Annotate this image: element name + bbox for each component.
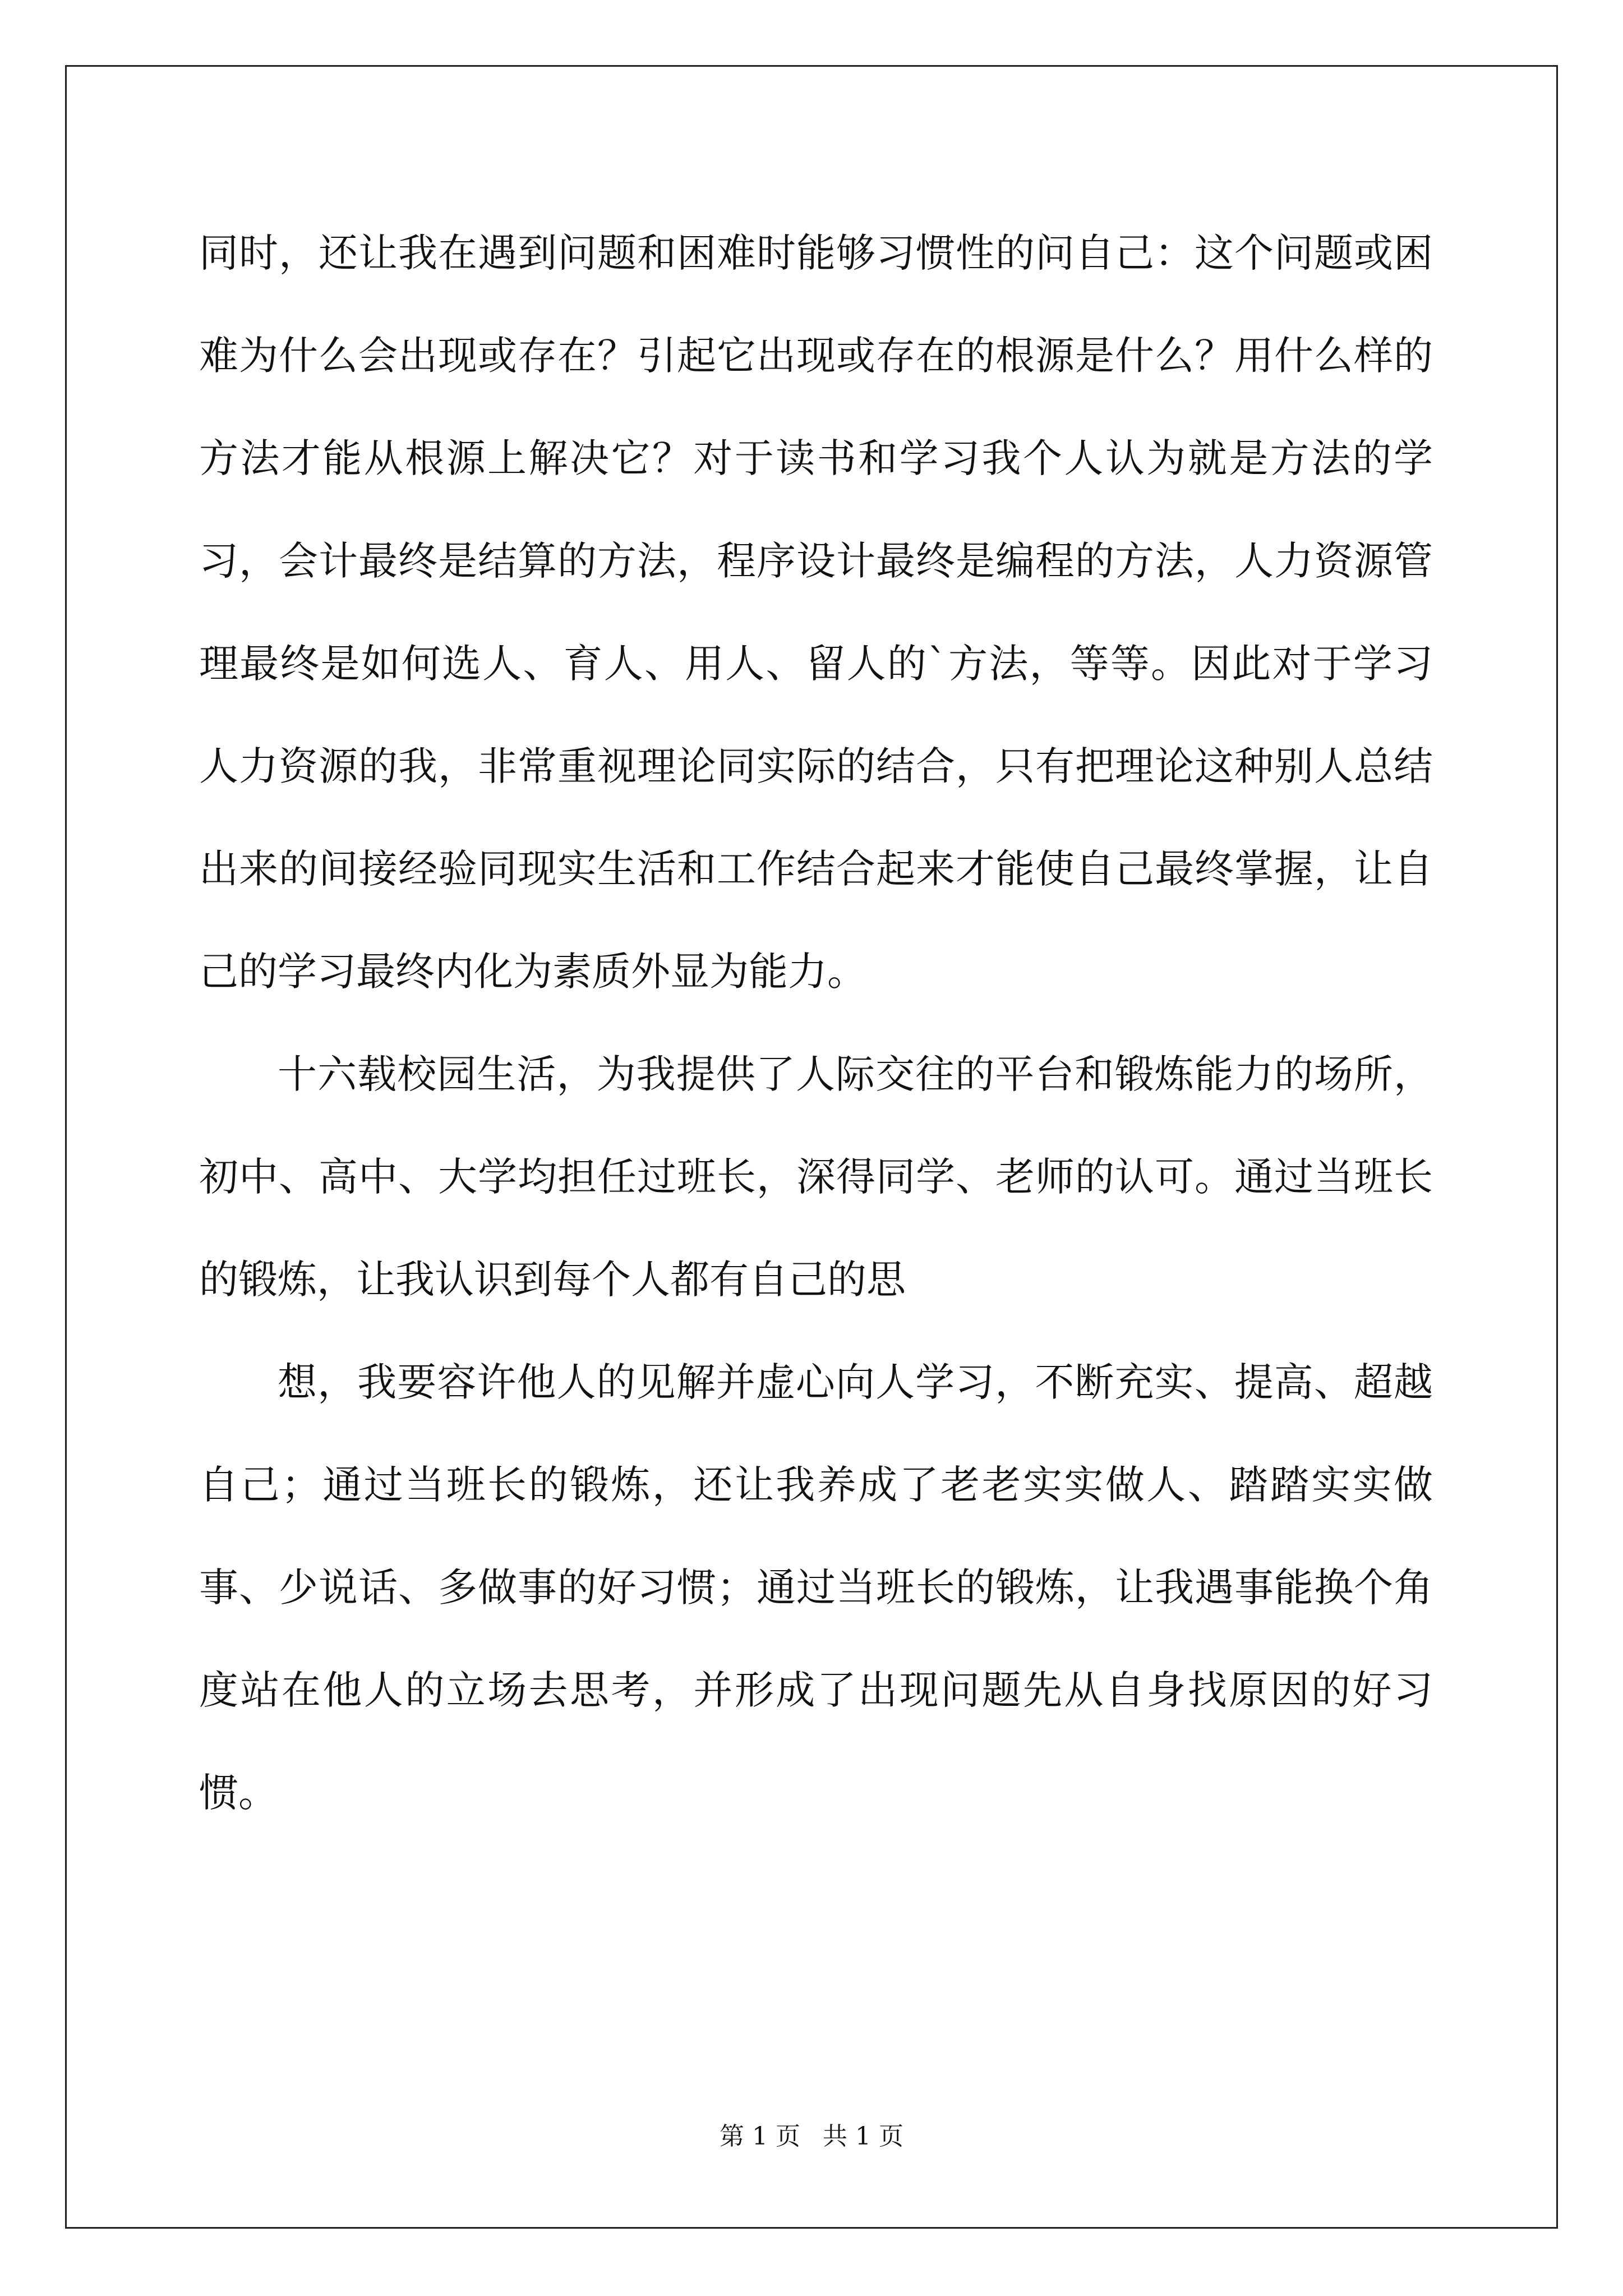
page-number: 第 1 页: [720, 2122, 800, 2151]
paragraph-1: 同时，还让我在遇到问题和困难时能够习惯性的问自己：这个问题或困难为什么会出现或存在？引起它出现或存在的根源是什么？用什么样的方法才能从根源上解决它？对于读书和学习我个人认为就是方法的学习，会计最终是结算的方法，程序设计最终是编程的方法，人力资源管理最终是如何选人、育人、用人、留人的`方法，等等。因此对于学习人力资源的我，非常重视理论同实际的结合，只有把理论这种别人总结出来的间接经验同现实生活和工作结合起来才能使自己最终掌握，让自己的学习最终内化为素质外显为能力。: [199, 230, 1433, 995]
page-footer: [0, 2116, 1623, 2152]
paragraph-2: 十六载校园生活，为我提供了人际交往的平台和锻炼能力的场所，初中、高中、大学均担任过班长，深得同学、老师的认可。通过当班长的锻炼，让我认识到每个人都有自己的思: [199, 1051, 1433, 1303]
document-body: [199, 202, 1433, 1844]
page-total: 共 1 页: [823, 2122, 903, 2151]
paragraph-3: 想，我要容许他人的见解并虚心向人学习，不断充实、提高、超越自己；通过当班长的锻炼，还让我养成了老老实实做人、踏踏实实做事、少说话、多做事的好习惯；通过当班长的锻炼，让我遇事能换个角度站在他人的立场去思考，并形成了出现问题先从自身找原因的好习惯。: [199, 1359, 1433, 1816]
